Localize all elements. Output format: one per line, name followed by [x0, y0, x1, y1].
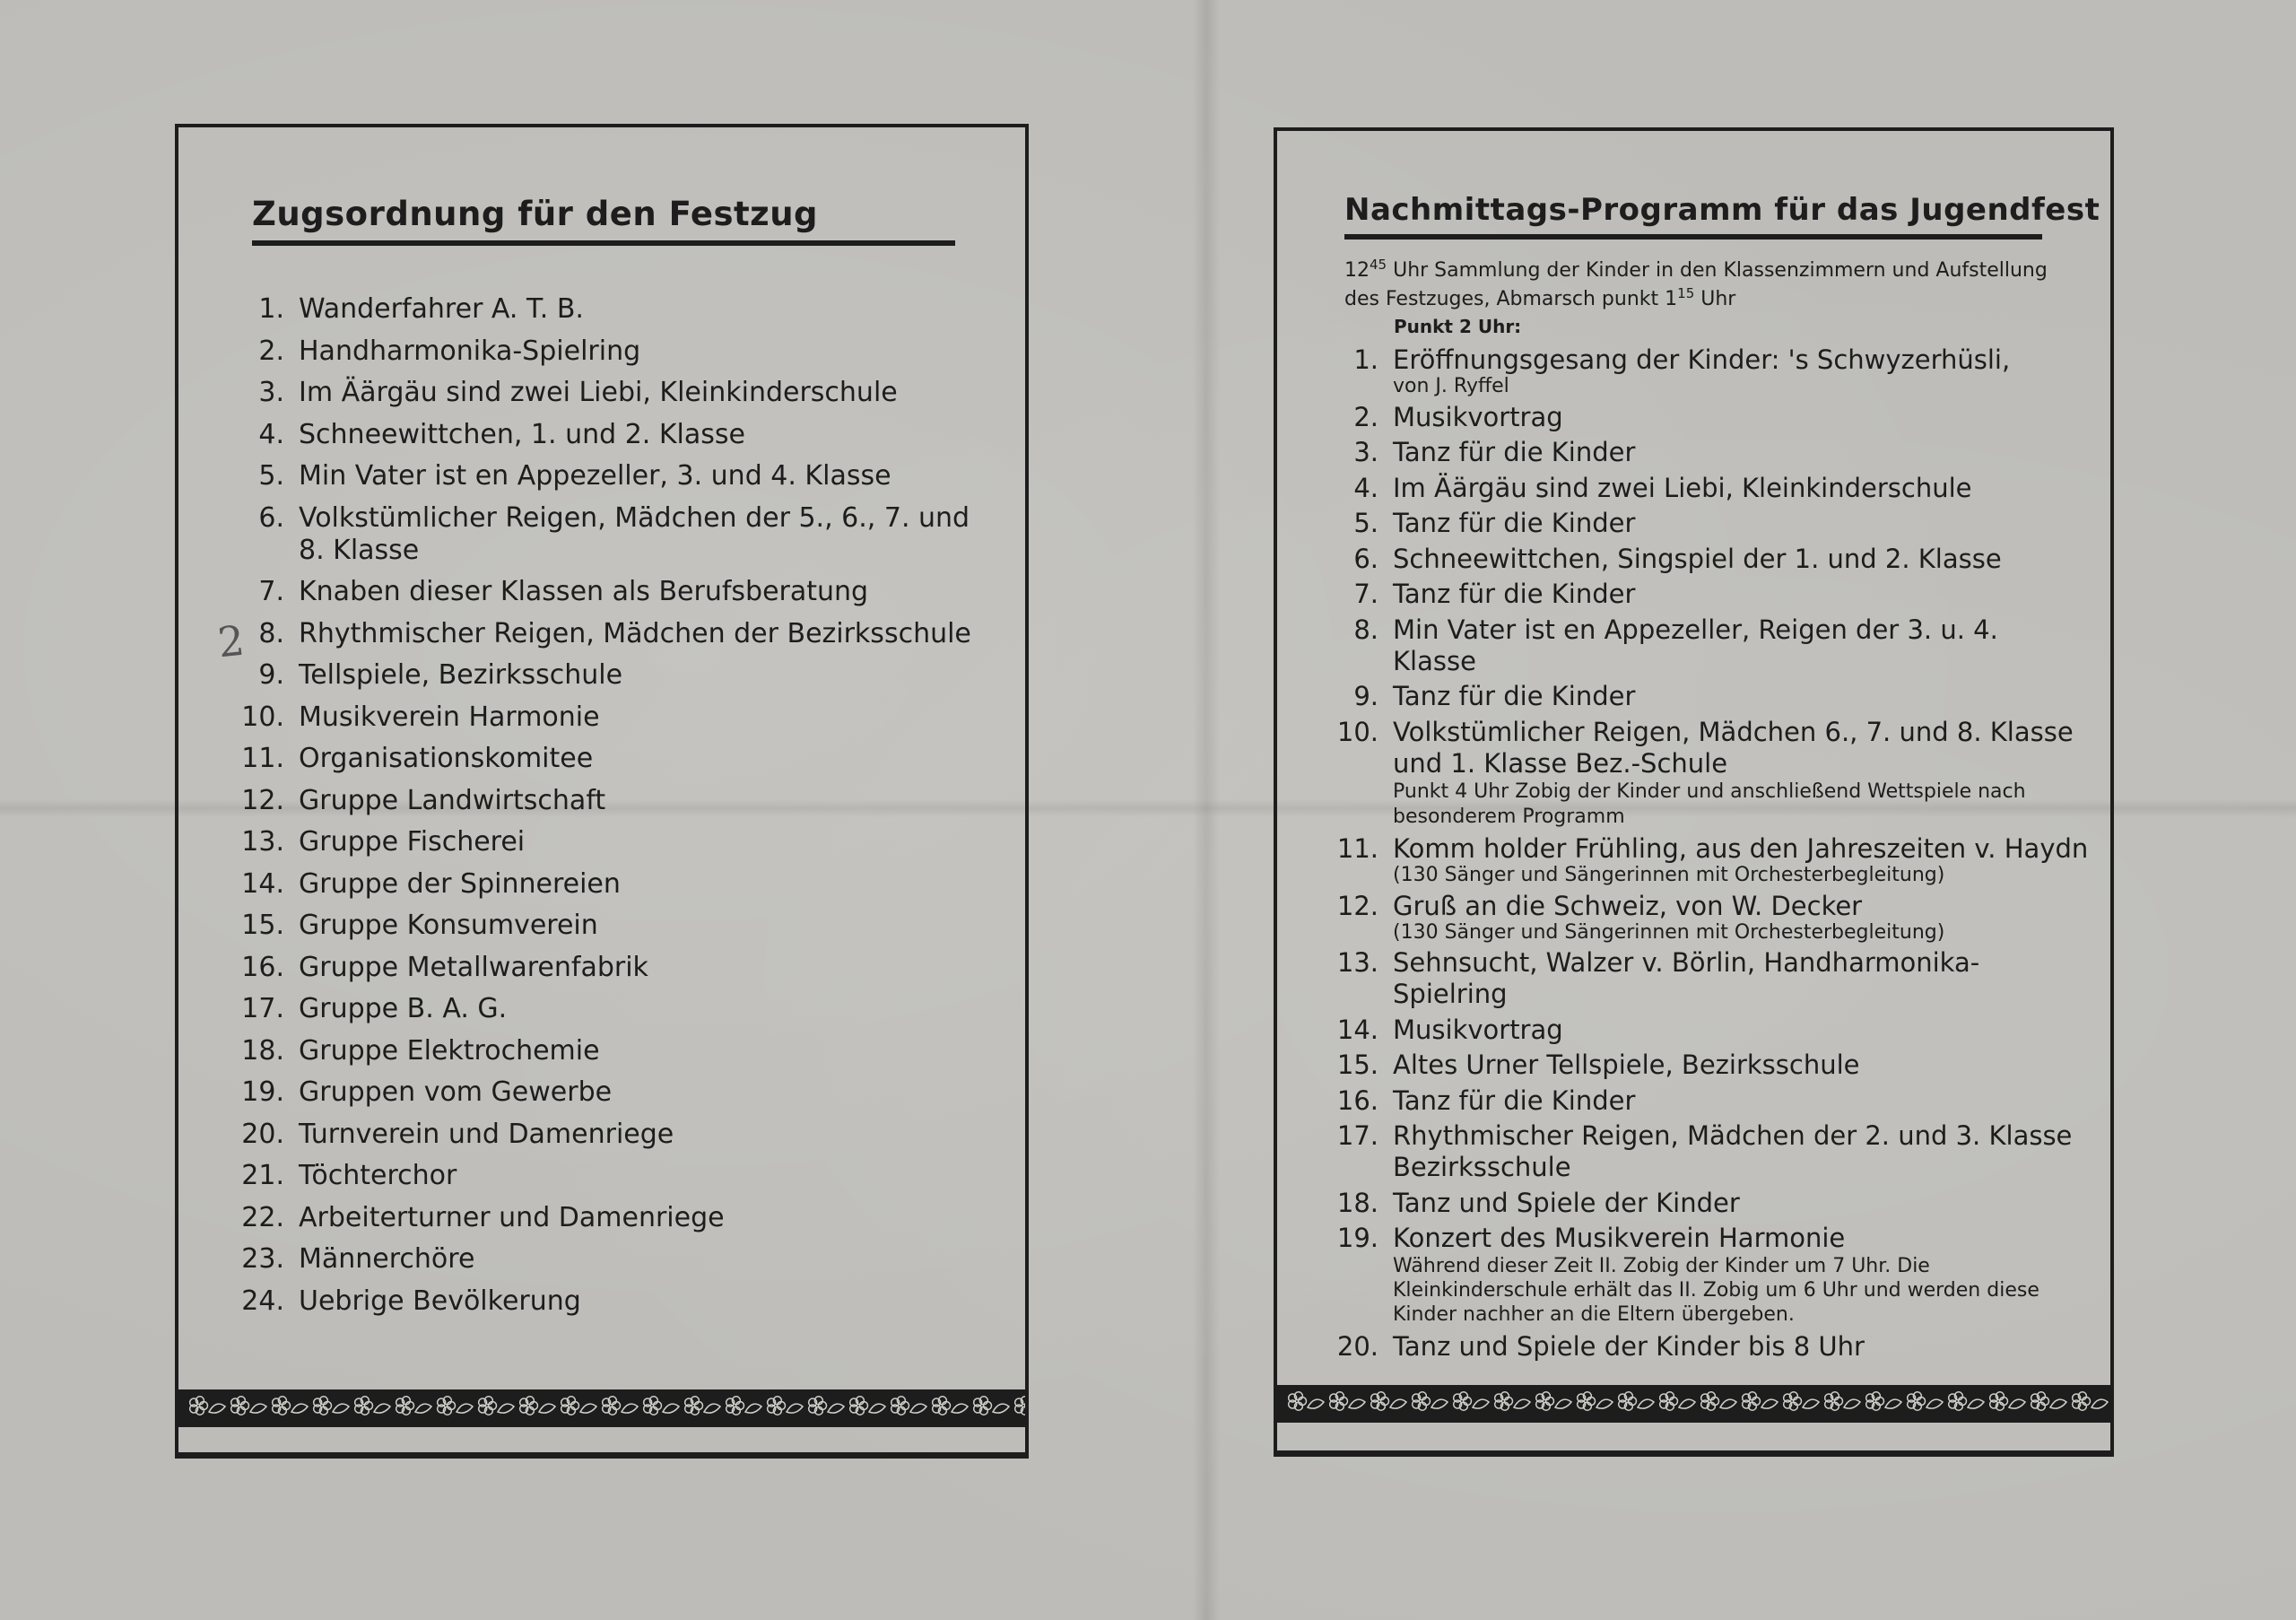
flower-ornament [974, 1397, 1009, 1415]
flower-ornament [1619, 1392, 1654, 1410]
item-subtext: (130 Sänger und Sängerinnen mit Orchesterbegleitung) [1393, 864, 1945, 886]
flower-ornament [2031, 1392, 2066, 1410]
item-text: Tanz für die Kinder [1393, 437, 1636, 467]
flower-ornament [644, 1397, 679, 1415]
program-item [1326, 1331, 2089, 1363]
item-number: 14. [1336, 1014, 1378, 1045]
title-underline [1344, 234, 2042, 240]
flower-ornament [479, 1397, 514, 1415]
item-text: Volkstümlicher Reigen, Mädchen 6., 7. und 8. Klasse und 1. Klasse Bez.-Schule [1393, 716, 2074, 779]
procession-list [232, 293, 977, 1327]
procession-item [232, 1202, 977, 1234]
item-text: Wanderfahrer A. T. B. [299, 293, 584, 325]
item-text: Tanz für die Kinder [1393, 579, 1636, 609]
procession-item [232, 618, 977, 650]
item-text: Rhythmischer Reigen, Mädchen der Bezirksschule [299, 617, 971, 649]
flower-ornament [1371, 1392, 1406, 1410]
item-text: Schneewittchen, 1. und 2. Klasse [299, 418, 745, 450]
program-item [1326, 544, 2089, 575]
item-number: 11. [1336, 833, 1378, 864]
procession-item [232, 1076, 977, 1109]
item-number: 2. [258, 335, 284, 367]
program-item [1326, 402, 2089, 433]
procession-title: Zugsordnung für den Festzug [252, 195, 819, 233]
item-number: 15. [241, 910, 284, 941]
title-underline [252, 240, 955, 246]
flower-ornament [768, 1397, 803, 1415]
item-number: 19. [241, 1076, 284, 1108]
item-number: 9. [258, 659, 284, 691]
flower-ornament [933, 1397, 968, 1415]
item-text: Musikvortrag [1393, 401, 1563, 432]
flower-ornament [1908, 1392, 1943, 1410]
item-text: Uebrige Bevölkerung [299, 1285, 581, 1317]
item-text: Min Vater ist en Appezeller, Reigen der 3. u. 4. Klasse [1393, 614, 1998, 676]
item-number: 9. [1353, 681, 1378, 711]
procession-item [232, 659, 977, 692]
flower-ornament [1866, 1392, 1901, 1410]
item-text: Gruß an die Schweiz, von W. Decker [1393, 890, 1863, 921]
item-number: 6. [1353, 543, 1378, 574]
flower-ornament [1454, 1392, 1489, 1410]
procession-order-panel [175, 124, 1029, 1459]
flower-ornament [1660, 1392, 1695, 1410]
item-number: 5. [1353, 508, 1378, 538]
flower-ornament [1330, 1392, 1365, 1410]
item-text: Gruppe Landwirtschaft [299, 784, 606, 816]
flower-ornament [355, 1397, 390, 1415]
item-text: Altes Urner Tellspiele, Bezirksschule [1393, 1050, 1860, 1080]
flower-ornament [1825, 1392, 1860, 1410]
flower-ornament [1990, 1392, 2025, 1410]
flower-ornament [1413, 1392, 1448, 1410]
program-item [1326, 579, 2089, 610]
item-text: Im Äärgäu sind zwei Liebi, Kleinkinderschule [299, 377, 898, 408]
program-item [1326, 891, 2089, 944]
item-text: Knaben dieser Klassen als Berufsberatung [299, 576, 869, 607]
flower-ornament [1743, 1392, 1778, 1410]
item-text: Arbeiterturner und Damenriege [299, 1201, 725, 1233]
flower-ornament [726, 1397, 761, 1415]
procession-item [232, 826, 977, 858]
item-number: 12. [241, 784, 284, 816]
procession-item [232, 1035, 977, 1067]
item-note: Punkt 4 Uhr Zobig der Kinder und anschließend Wettspiele nach besonderem Programm [1393, 780, 2026, 828]
flower-ornament [1578, 1392, 1613, 1410]
flower-ornament [520, 1397, 555, 1415]
item-text: Musikverein Harmonie [299, 701, 600, 733]
floral-border [1277, 1385, 2110, 1423]
item-text: Tanz und Spiele der Kinder bis 8 Uhr [1393, 1330, 1865, 1362]
flower-ornament [314, 1397, 349, 1415]
item-number: 20. [1336, 1330, 1378, 1362]
flower-ornament [438, 1397, 473, 1415]
flower-ornament [850, 1397, 885, 1415]
item-text: Töchterchor [299, 1160, 457, 1191]
procession-item [232, 952, 977, 984]
procession-item [232, 502, 977, 567]
procession-item [232, 910, 977, 942]
program-item [1326, 947, 2089, 1010]
program-item [1326, 473, 2089, 504]
procession-item [232, 460, 977, 492]
item-text: Tanz für die Kinder [1393, 681, 1636, 711]
item-number: 18. [241, 1034, 284, 1067]
procession-item [232, 868, 977, 901]
item-text: Im Äärgäu sind zwei Liebi, Kleinkinderschule [1393, 472, 1972, 503]
procession-item [232, 293, 977, 326]
flower-ornament [603, 1397, 638, 1415]
flower-ornament [809, 1397, 844, 1415]
item-number: 12. [1336, 890, 1378, 921]
pencil-mark: 2 [215, 615, 248, 667]
item-number: 16. [241, 951, 284, 983]
item-number: 13. [1336, 947, 1378, 978]
item-number: 18. [1336, 1187, 1378, 1218]
item-number: 24. [241, 1285, 284, 1317]
item-text: Tanz für die Kinder [1393, 1084, 1636, 1116]
item-text: Gruppe B. A. G. [299, 993, 508, 1024]
program-item [1326, 508, 2089, 539]
flower-ornament [273, 1397, 308, 1415]
item-number: 21. [241, 1160, 284, 1191]
item-number: 3. [258, 377, 284, 408]
item-text: Komm holder Frühling, aus den Jahreszeiten v. Haydn [1393, 833, 2089, 864]
procession-item [232, 993, 977, 1025]
flower-ornament [561, 1397, 596, 1415]
start-time-label: Punkt 2 Uhr: [1394, 316, 1522, 337]
item-number: 7. [258, 576, 284, 607]
program-item [1326, 833, 2089, 886]
flower-ornament [1536, 1392, 1571, 1410]
item-number: 8. [258, 617, 284, 649]
item-text: Schneewittchen, Singspiel der 1. und 2. Klasse [1393, 543, 2002, 574]
flower-ornament [231, 1397, 266, 1415]
flower-ornament [685, 1397, 720, 1415]
item-text: Handharmonika-Spielring [299, 335, 641, 367]
item-text: Musikvortrag [1393, 1014, 1563, 1045]
item-text: Tanz und Spiele der Kinder [1393, 1187, 1740, 1218]
item-number: 19. [1336, 1223, 1378, 1253]
program-item [1326, 681, 2089, 712]
procession-item [232, 1160, 977, 1192]
item-number: 13. [241, 826, 284, 858]
item-number: 10. [241, 701, 284, 733]
item-text: Volkstümlicher Reigen, Mädchen der 5., 6., 7. und 8. Klasse [299, 501, 970, 566]
item-number: 11. [241, 743, 284, 774]
item-number: 1. [258, 293, 284, 325]
item-text: Tanz für die Kinder [1393, 508, 1636, 538]
procession-item [232, 1243, 977, 1276]
item-text: Gruppe Konsumverein [299, 910, 598, 941]
program-item [1326, 437, 2089, 468]
item-number: 20. [241, 1118, 284, 1150]
flower-ornament [1289, 1392, 1324, 1410]
item-text: Sehnsucht, Walzer v. Börlin, Handharmonika-Spielring [1393, 947, 1980, 1009]
program-item [1326, 1223, 2089, 1327]
procession-item [232, 419, 977, 451]
program-item [1326, 717, 2089, 830]
item-text: Männerchöre [299, 1243, 475, 1275]
item-number: 17. [1336, 1120, 1378, 1151]
flower-ornament [1495, 1392, 1530, 1410]
floral-pattern [1277, 1388, 2110, 1415]
item-number: 15. [1336, 1050, 1378, 1080]
flower-ornament [2073, 1392, 2108, 1410]
floral-border [178, 1389, 1025, 1427]
program-item [1326, 344, 2089, 397]
floral-pattern [178, 1392, 1025, 1419]
item-number: 10. [1336, 716, 1378, 747]
item-text: Gruppen vom Gewerbe [299, 1076, 613, 1108]
flower-ornament [1701, 1392, 1736, 1410]
item-text: Min Vater ist en Appezeller, 3. und 4. Klasse [299, 460, 891, 492]
item-number: 7. [1353, 579, 1378, 609]
item-text: Gruppe Metallwarenfabrik [299, 951, 648, 983]
flower-ornament [891, 1397, 926, 1415]
item-text: Gruppe Fischerei [299, 826, 526, 858]
item-number: 14. [241, 867, 284, 900]
item-number: 22. [241, 1201, 284, 1233]
program-item [1326, 1050, 2089, 1081]
flower-ornament [1949, 1392, 1984, 1410]
item-number: 4. [258, 418, 284, 450]
item-text: Eröffnungsgesang der Kinder: 's Schwyzerhüsli, [1393, 344, 2011, 375]
item-text: Konzert des Musikverein Harmonie [1393, 1223, 1846, 1253]
flower-ornament [190, 1397, 225, 1415]
item-number: 6. [258, 501, 284, 534]
procession-item [232, 335, 977, 368]
item-number: 4. [1353, 472, 1378, 503]
item-subtext: (130 Sänger und Sängerinnen mit Orchesterbegleitung) [1393, 920, 1945, 944]
afternoon-program-panel [1274, 127, 2114, 1457]
item-number: 17. [241, 993, 284, 1024]
program-item [1326, 1015, 2089, 1046]
procession-item [232, 377, 977, 409]
item-text: Turnverein und Damenriege [299, 1118, 674, 1150]
program-item [1326, 1085, 2089, 1117]
item-text: Gruppe Elektrochemie [299, 1034, 600, 1067]
procession-item [232, 1119, 977, 1151]
item-subtext: von J. Ryffel [1393, 375, 1509, 397]
item-text: Rhythmischer Reigen, Mädchen der 2. und 3. Klasse Bezirksschule [1393, 1120, 2073, 1182]
flower-ornament [1784, 1392, 1819, 1410]
item-text: Tellspiele, Bezirksschule [299, 659, 623, 691]
item-number: 8. [1353, 614, 1378, 645]
procession-item [232, 701, 977, 734]
item-number: 2. [1353, 401, 1378, 432]
item-note: Während dieser Zeit II. Zobig der Kinder um 7 Uhr. Die Kleinkinderschule erhält das II. Zobig um 6 Uhr und werden diese Kinder nachher an die Eltern übergeben. [1393, 1255, 2039, 1326]
flower-ornament [1015, 1397, 1025, 1415]
program-item [1326, 1120, 2089, 1183]
item-number: 5. [258, 460, 284, 492]
procession-item [232, 1285, 977, 1318]
procession-item [232, 576, 977, 608]
program-title: Nachmittags-Programm für das Jugendfest [1344, 192, 2100, 228]
flower-ornament [396, 1397, 431, 1415]
program-item [1326, 1188, 2089, 1219]
program-item [1326, 614, 2089, 677]
program-list [1326, 344, 2089, 1366]
item-number: 3. [1353, 437, 1378, 467]
item-text: Organisationskomitee [299, 743, 594, 774]
item-number: 23. [241, 1243, 284, 1275]
procession-item [232, 785, 977, 817]
item-number: 1. [1353, 344, 1378, 375]
procession-item [232, 743, 977, 775]
item-number: 16. [1336, 1084, 1378, 1116]
item-text: Gruppe der Spinnereien [299, 867, 621, 900]
program-intro: $12^{45}$ Uhr Sammlung der Kinder in den Klassenzimmern und Aufstellung des Festzuges, Abmarsch punkt $1^{15}$ Uhr [1344, 256, 2048, 310]
